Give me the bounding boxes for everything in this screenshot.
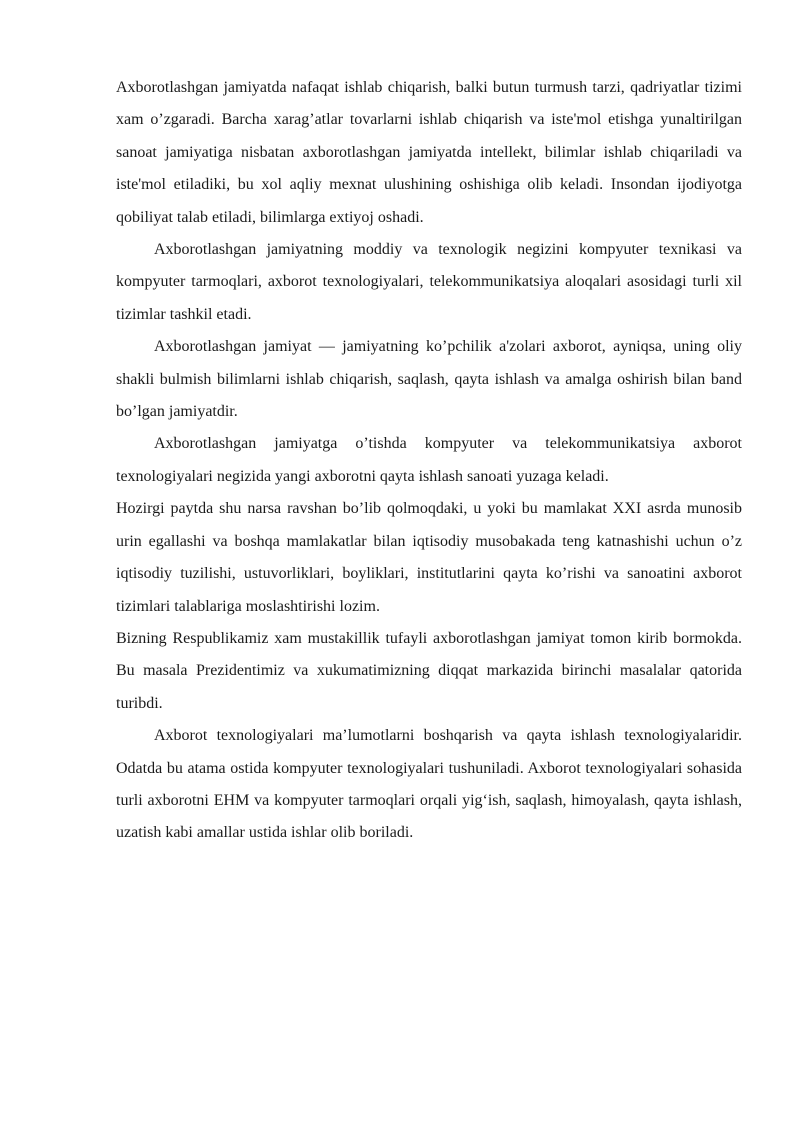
paragraph-1: Axborotlashgan jamiyatda nafaqat ishlab chiqarish, balki butun turmush tarzi, qadriyatlar tizimi xam o’zgaradi. Barcha xarag’atlar tovarlarni ishlab chiqarish va iste'mol etishga yunaltirilgan sanoat jamiyatiga nisbatan axborotlashgan jamiyatda intellekt, bilimlar ishlab chiqariladi va iste'mol etiladiki, bu xol aqliy mexnat ulushining oshishiga olib keladi. Insondan ijodiyotga qobiliyat talab etiladi, bilimlarga extiyoj oshadi.	[116, 79, 742, 226]
paragraph-5: Hozirgi paytda shu narsa ravshan bo’lib qolmoqdaki, u yoki bu mamlakat XXI asrda munosib urin egallashi va boshqa mamlakatlar bilan iqtisodiy musobakada teng katnashishi uchun o’z iqtisodiy tuzilishi, ustuvorliklari, boyliklari, institutlarini qayta ko’rishi va sanoatini axborot tizimlari talablariga moslashtirishi lozim.	[116, 500, 742, 615]
paragraph-6: Bizning Respublikamiz xam mustakillik tufayli axborotlashgan jamiyat tomon kirib bormokda. Bu masala Prezidentimiz va xukumatimizning diqqat markazida birinchi masalalar qatorida turibdi.	[116, 629, 742, 712]
paragraph-4: Axborotlashgan jamiyatga o’tishda kompyuter va telekommunikatsiya axborot texnologiyalari negizida yangi axborotni qayta ishlash sanoati yuzaga keladi.	[116, 435, 742, 485]
document-body	[116, 72, 742, 850]
paragraph-2: Axborotlashgan jamiyatning moddiy va texnologik negizini kompyuter texnikasi va kompyuter tarmoqlari, axborot texnologiyalari, telekommunikatsiya aloqalari asosidagi turli xil tizimlar tashkil etadi.	[116, 241, 742, 323]
paragraph-7: Axborot texnologiyalari ma’lumotlarni boshqarish va qayta ishlash texnologiyalaridir. Odatda bu atama ostida kompyuter texnologiyalari tushuniladi. Axborot texnologiyalari sohasida turli axborotni EHM va kompyuter tarmoqlari orqali yig‘ish, saqlash, himoyalash, qayta ishlash, uzatish kabi amallar ustida ishlar olib boriladi.	[116, 727, 742, 842]
paragraph-3: Axborotlashgan jamiyat — jamiyatning ko’pchilik a'zolari axborot, ayniqsa, uning oliy shakli bulmish bilimlarni ishlab chiqarish, saqlash, qayta ishlash va amalga oshirish bilan band bo’lgan jamiyatdir.	[116, 338, 742, 421]
